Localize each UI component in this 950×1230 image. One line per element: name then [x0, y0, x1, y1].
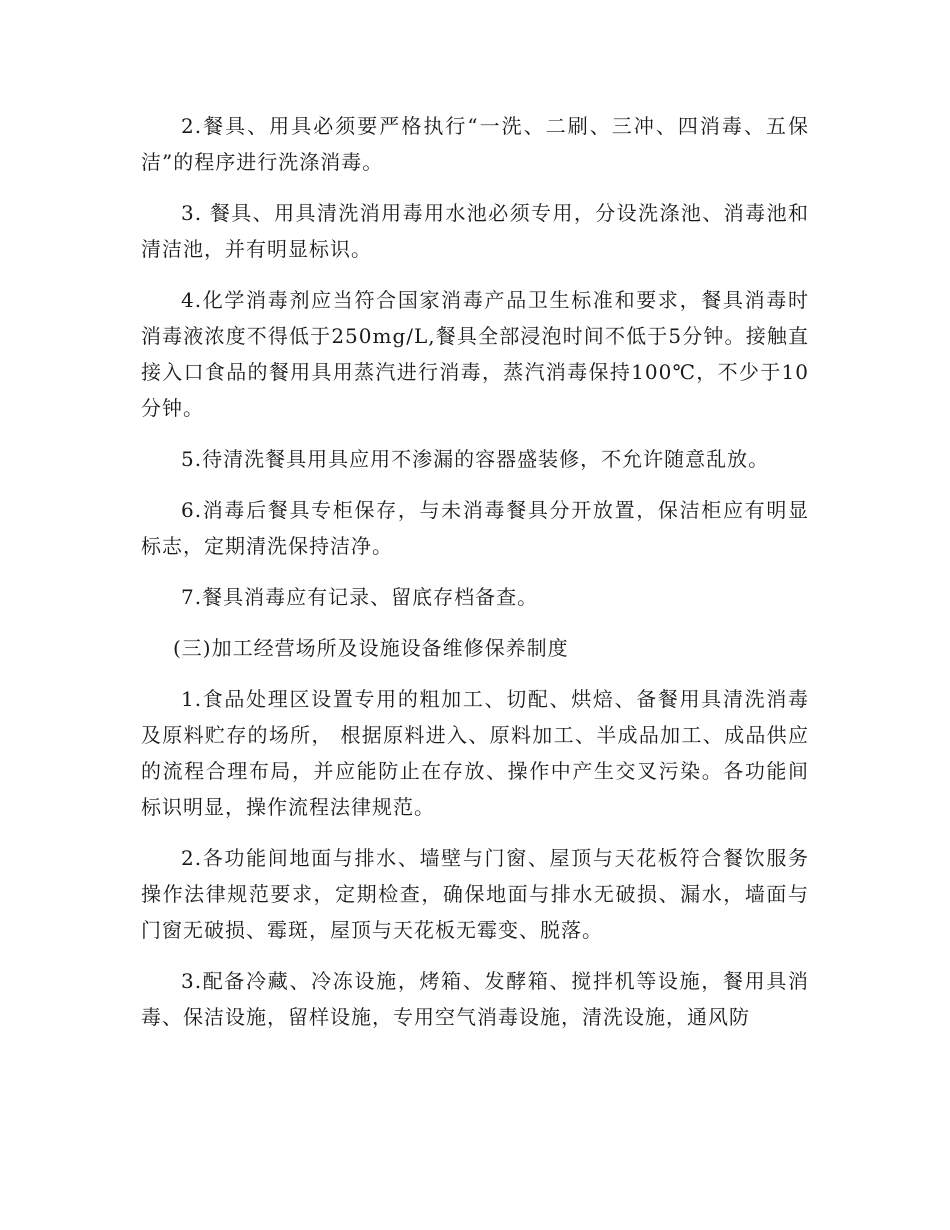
section-heading-maintenance: (三)加工经营场所及设施设备维修保养制度 — [173, 636, 569, 660]
document-body — [141, 108, 809, 1050]
paragraph-sink-dedicated: 3. 餐具、用具清洗消用毒用水池必须专用，分设洗涤池、消毒池和清洁池，并有明显标识。 — [141, 201, 809, 261]
paragraph-floor-walls: 2.各功能间地面与排水、墙壁与门窗、屋顶与天花板符合餐饮服务操作法律规范要求，定期检查，确保地面与排水无破损、漏水，墙面与门窗无破损、霉斑，屋顶与天花板无霉变、脱落。 — [141, 846, 809, 942]
paragraph-equipment: 3.配备冷藏、冷冻设施，烤箱、发酵箱、搅拌机等设施，餐用具消毒、保洁设施，留样设施，专用空气消毒设施，清洗设施，通风防 — [141, 969, 809, 1029]
paragraph-container-storage: 5.待清洗餐具用具应用不渗漏的容器盛装修，不允许随意乱放。 — [181, 447, 770, 471]
paragraph-disinfection-record: 7.餐具消毒应有记录、留底存档备查。 — [181, 585, 539, 609]
paragraph-tableware-procedure: 2.餐具、用具必须要严格执行“一洗、二刷、三冲、四消毒、五保洁”的程序进行洗涤消毒。 — [141, 114, 809, 174]
paragraph-chemical-disinfectant: 4.化学消毒剂应当符合国家消毒产品卫生标准和要求，餐具消毒时消毒液浓度不得低于250mg/L,餐具全部浸泡时间不低于5分钟。接触直接入口食品的餐用具用蒸汽进行消毒，蒸汽消毒保持100℃，不少于10分钟。 — [141, 288, 809, 420]
paragraph-processing-area: 1.食品处理区设置专用的粗加工、切配、烘焙、备餐用具清洗消毒及原料贮存的场所， 根据原料进入、原料加工、半成品加工、成品供应的流程合理布局，并应能防止在存放、操作中产生交叉污染。各功能间标识明显，操作流程法律规范。 — [141, 687, 809, 819]
paragraph-cabinet-storage: 6.消毒后餐具专柜保存，与未消毒餐具分开放置，保洁柜应有明显标志，定期清洗保持洁净。 — [141, 498, 809, 558]
